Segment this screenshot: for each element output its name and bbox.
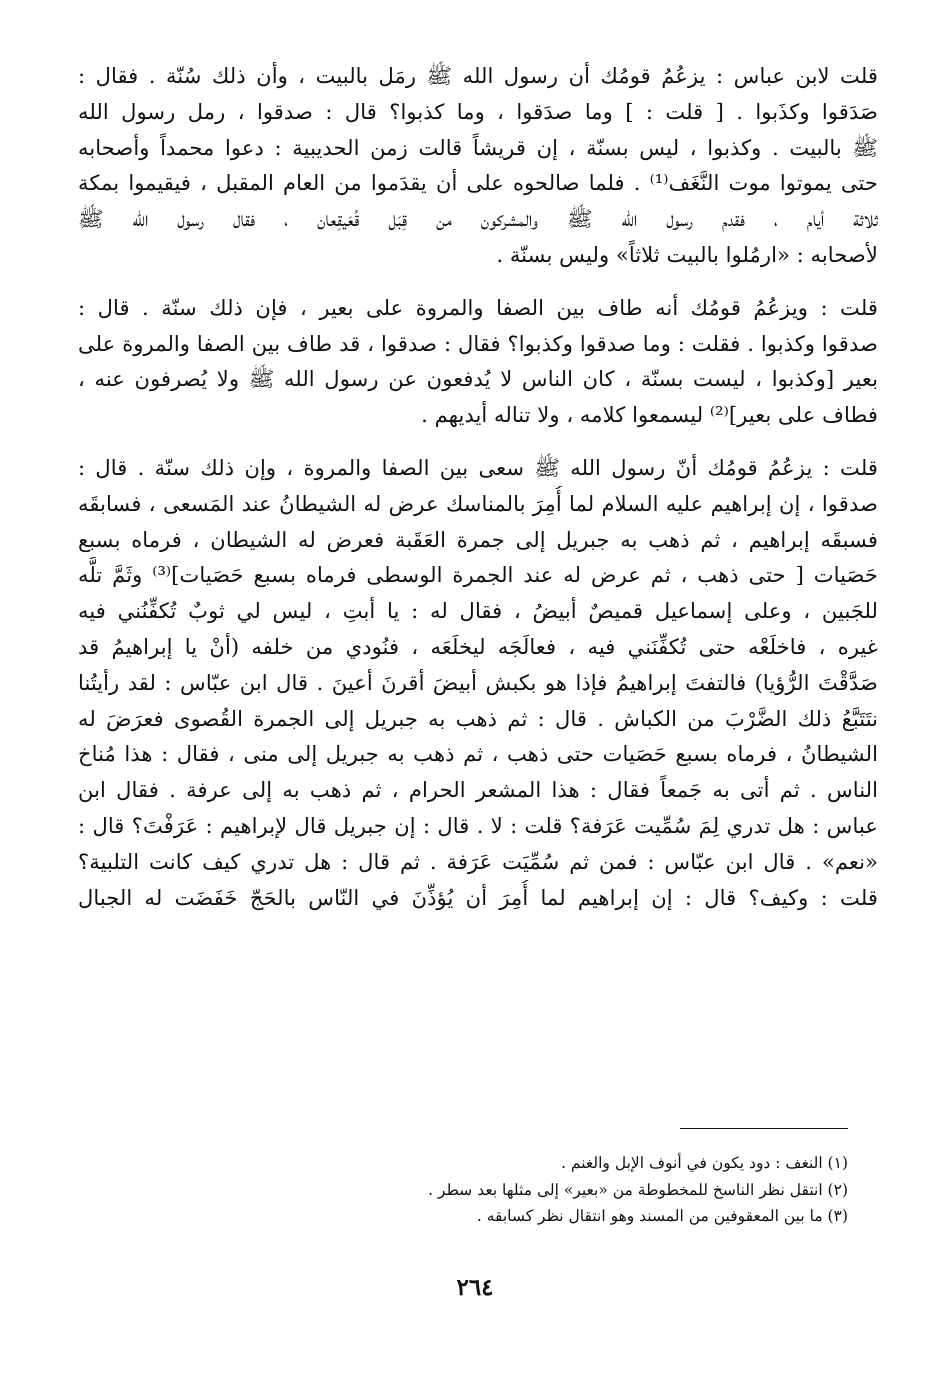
footnotes	[78, 1150, 848, 1230]
text-line: غيره ، فاخلَعْه حتى تُكفِّنَني فيه ، فعالَجَه ليخلَعَه ، فنُودي من خلفه (أنْ يا إبراهيمُ قد	[78, 633, 878, 659]
main-text	[78, 58, 878, 915]
text-line: ثلاثة أيام ، فقدم رسول الله ﷺ والمشركون من قِبَل قُعَيقِعان ، فقال رسول الله ﷺ	[78, 206, 878, 232]
text-line: صدقوا وكذبوا . فقلت : وما صدقوا وكذبوا؟ فقال : صدقوا ، قد طاف بين الصفا والمروة على	[78, 330, 878, 356]
text-line: نتَتَبَّعُ ذلك الضَّرْبَ من الكباش . قال : ثم ذهب به جبريل إلى الجمرة القُصوى فعرَضَ له	[78, 705, 878, 731]
text-line: قلت : يزعُمُ قومُك أنّ رسول الله ﷺ سعى بين الصفا والمروة ، وإن ذلك سنّة . قال :	[78, 454, 878, 480]
paragraph-3	[78, 450, 878, 915]
text-line: قلت : ويزعُمُ قومُك أنه طاف بين الصفا والمروة على بعير ، فإن ذلك سنّة . قال :	[78, 294, 878, 320]
text-line: فطاف على بعير]⁽²⁾ ليسمعوا كلامه ، ولا تناله أيديهم .	[421, 402, 878, 428]
text-line: ﷺ بالبيت . وكذبوا ، ليس بسنّة ، إن قريشاً قالت زمن الحديبية : دعوا محمداً وأصحابه	[78, 134, 878, 160]
text-line: الشيطانُ ، فرماه بسبع حَصَيات حتى ذهب ، ثم ذهب به جبريل إلى منى ، فقال : هذا مُناخ	[78, 741, 878, 767]
text-line: حَصَيات [ حتى ذهب ، ثم عرض له عند الجمرة الوسطى فرماه بسبع حَصَيات]⁽³⁾ وثَمَّ تلَّه	[78, 562, 878, 588]
text-line: صَدَقوا وكذَبوا . [ قلت : ] وما صدَقوا ، وما كذبوا؟ قال : صدقوا ، رمل رسول الله	[78, 98, 878, 124]
text-line: لأصحابه : «ارمُلوا بالبيت ثلاثاً» وليس بسنّة .	[496, 241, 878, 267]
footnote-2: (٢) انتقل نظر الناسخ للمخطوطة من «بعير» إلى مثلها بعد سطر .	[428, 1180, 848, 1199]
text-line: بعير [وكذبوا ، ليست بسنّة ، كان الناس لا يُدفعون عن رسول الله ﷺ ولا يُصرفون عنه ،	[78, 366, 878, 392]
text-line: قلت لابن عباس : يزعُمُ قومُك أن رسول الله ﷺ رمَل بالبيت ، وأن ذلك سُنّة . فقال :	[78, 63, 878, 88]
text-line: حتى يموتوا موت النَّغَف⁽¹⁾ . فلما صالحوه على أن يقدَموا من العام المقبل ، فيقيموا بمكة	[78, 170, 878, 196]
text-line: صَدَّقْتَ الرُّؤيا) فالتفتَ إبراهيمُ فإذا هو بكبش أبيضَ أقرنَ أعينَ . قال ابن عبّاس : لقد رأيتُنا	[78, 669, 878, 695]
footnote-3: (٣) ما بين المعقوفين من المسند وهو انتقال نظر كسابقه .	[476, 1207, 848, 1225]
text-line: قلت : وكيف؟ قال : إن إبراهيم لما أُمِرَ أن يُؤذِّنَ في النّاس بالحَجّ خَفَضَت له الجبال	[78, 884, 878, 910]
text-line: الناس . ثم أتى به جَمعاً فقال : هذا المشعر الحرام ، ثم ذهب به إلى عرفة . فقال ابن	[78, 777, 878, 803]
text-line: للجَبين ، وعلى إسماعيل قميصٌ أبيضُ ، فقال له : يا أبتِ ، ليس لي ثوبٌ تُكفِّنُني فيه	[78, 598, 878, 624]
footnote-1: (١) النغف : دود يكون في أنوف الإبل والغنم .	[561, 1154, 848, 1172]
text-line: فسبقَه إبراهيم ، ثم ذهب به جبريل إلى جمرة العَقَبة فعرض له الشيطان ، فرماه بسبع	[78, 526, 878, 552]
text-line: عباس : هل تدري لِمَ سُمِّيت عَرَفة؟ قلت : لا . قال : إن جبريل قال لإبراهيم : عَرَفْتَ؟ قال :	[78, 812, 878, 838]
footnote-divider	[680, 1128, 848, 1129]
paragraph-1	[78, 58, 878, 273]
text-line: «نعم» . قال ابن عبّاس : فمن ثم سُمِّيَت عَرَفة . ثم قال : هل تدري كيف كانت التلبية؟	[78, 848, 878, 874]
page-number: ٢٦٤	[456, 1274, 494, 1301]
text-line: صدقوا ، إن إبراهيم عليه السلام لما أُمِرَ بالمناسك عرض له الشيطانُ عند المَسعى ، فسابقَه	[78, 490, 878, 516]
paragraph-2	[78, 290, 878, 433]
